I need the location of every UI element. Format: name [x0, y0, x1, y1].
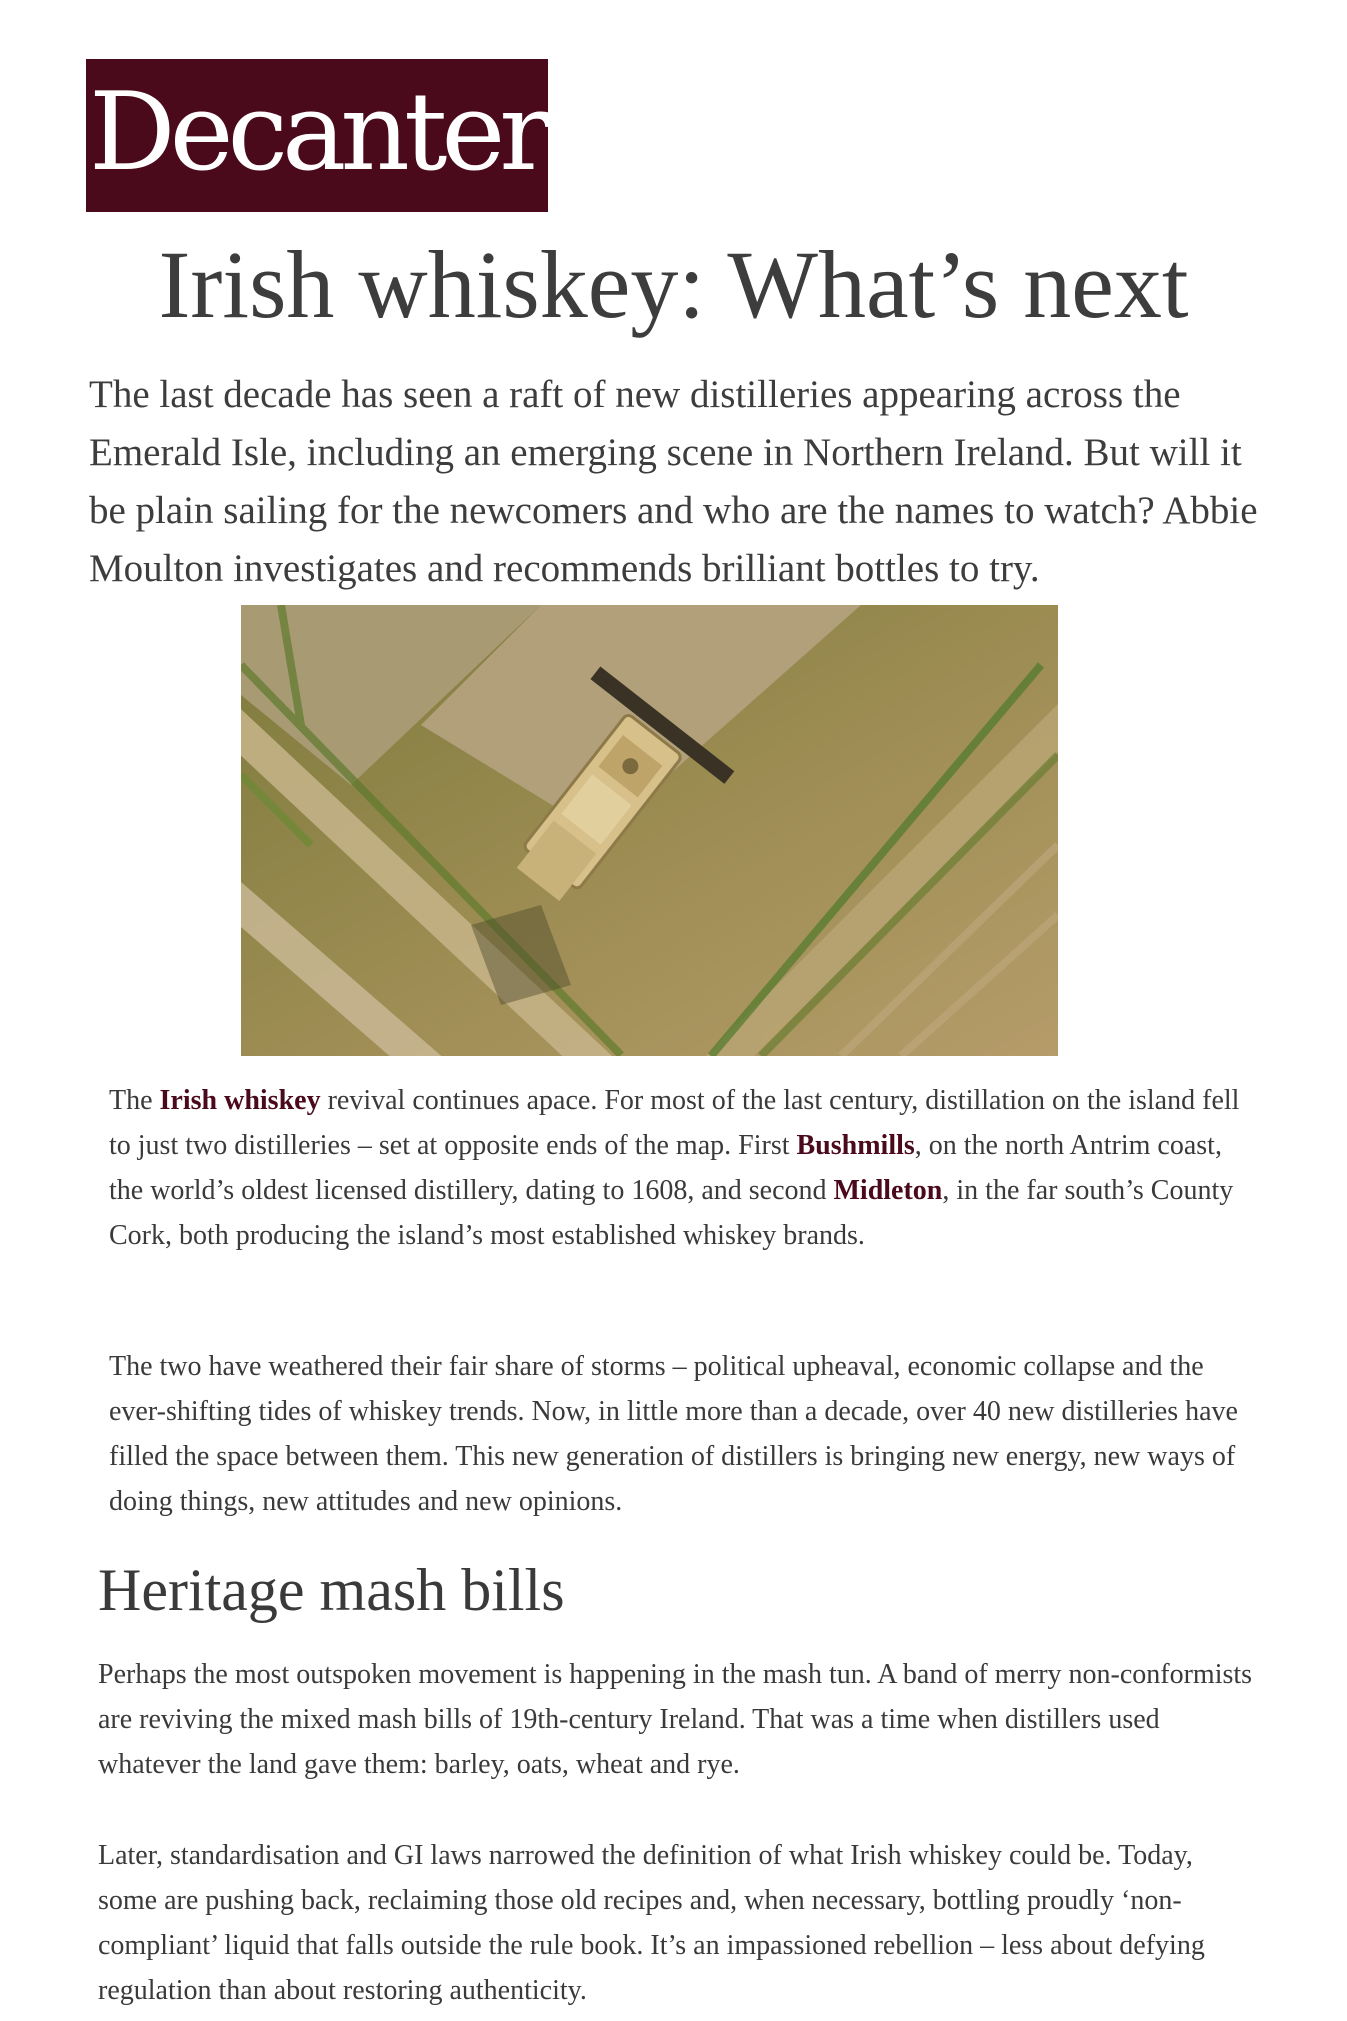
paragraph-text: , in the far south’s County Cork, both producing the island’s most established whiskey brands. — [109, 1175, 1234, 1251]
paragraph-text: , on the north Antrim coast, the world’s oldest licensed distillery, dating to 1608, and second — [109, 1130, 1222, 1206]
link-bushmills[interactable]: Bushmills — [796, 1130, 915, 1161]
paragraph-text: The — [109, 1085, 160, 1116]
link-midleton[interactable]: Midleton — [833, 1175, 943, 1206]
logo-text: Decanter — [89, 69, 545, 195]
paragraph-storms: The two have weathered their fair share of storms – political upheaval, economic collapse and the ever-shifting tides of whiskey trends. Now, in little more than a decade, over 40 new distilleries have filled the space between them. This new generation of distillers is bringing new energy, new ways of doing things, new attitudes and new opinions. — [109, 1351, 1238, 1517]
subheading-heritage-mash-bills: Heritage mash bills — [98, 1557, 565, 1623]
hero-image-combine-harvester — [241, 605, 1058, 1056]
paragraph-intro — [109, 1078, 1249, 1258]
link-irish-whiskey[interactable]: Irish whiskey — [159, 1085, 321, 1116]
decanter-logo[interactable] — [86, 59, 548, 212]
paragraph-standardisation: Later, standardisation and GI laws narrowed the definition of what Irish whiskey could be. Today, some are pushing back, reclaiming those old recipes and, when necessary, bottling proudly ‘non-compliant’ liquid that falls outside the rule book. It’s an impassioned rebellion – less about defying regulation than about restoring authenticity. — [98, 1840, 1205, 2006]
paragraph-mash-tun: Perhaps the most outspoken movement is happening in the mash tun. A band of merry non-conformists are reviving the mixed mash bills of 19th-century Ireland. That was a time when distillers used whatever the land gave them: barley, oats, wheat and rye. — [98, 1659, 1253, 1780]
article-title: Irish whiskey: What’s next — [158, 231, 1189, 338]
paragraph-text: revival continues apace. For most of the last century, distillation on the island fell to just two distilleries – set at opposite ends of the map. First — [109, 1085, 1240, 1161]
article-standfirst: The last decade has seen a raft of new distilleries appearing across the Emerald Isle, including an emerging scene in Northern Ireland. But will it be plain sailing for the newcomers and who are the names to watch? Abbie Moulton investigates and recommends brilliant bottles to try. — [89, 373, 1258, 590]
